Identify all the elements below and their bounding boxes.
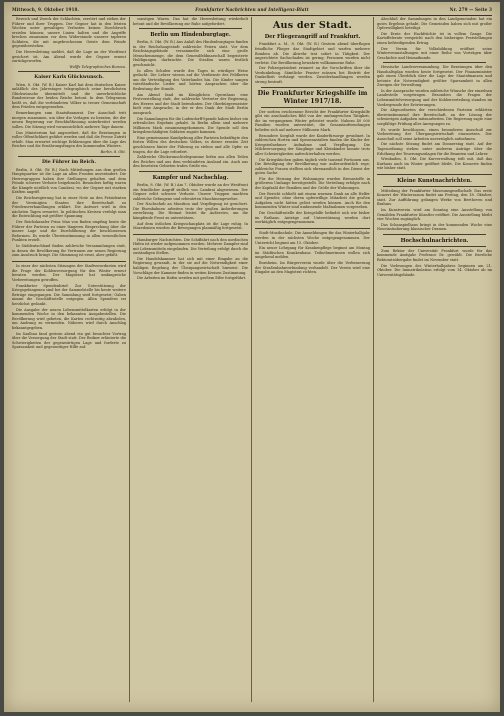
article-paragraph: Stadt-Musikschule. Die Anmeldungen für das Winterhalbjahr werden in der nächsten Woche entgegengenommen. Der Unterricht beginnt am 15. Oktober. [255,231,370,245]
article-paragraph: Die Reichsregierung hat in einer Note an den Präsidenten der Vereinigten Staaten ihre Bereitschaft zu Friedensverhandlungen erklärt. Die Antwort wird in den nächsten Tagen erwartet. In politischen Kreisen verfolgt man die Entwicklung mit größter Spannung. [12,196,126,219]
article-paragraph: Die Ausgabe der neuen Lebensmittelkarten erfolgt in der kommenden Woche in den bekannten Ausgabestellen. Die Bevölkerung wird gebeten, die Karten rechtzeitig abzuholen, um Andrang zu vermeiden. Näheres wird durch Anschlag bekanntgegeben. [12,307,126,330]
article-heading: Kaiser Karls Glückwunsch. [34,75,104,81]
article-heading: Die Frankfurter Kriegshilfe im Winter 1917/18. [257,89,368,105]
article-heading: Kampfer und Nachschlag. [152,174,229,181]
article-paragraph: Es wurde beschlossen, einen besonderen Ausschuß zur Vorbereitung der Übergangswirtschaft einzusetzen. Der Ausschuß soll seine Arbeiten unverzüglich aufnehmen. [377,127,492,141]
running-head [12,6,492,16]
article-paragraph: Berlin, 8. Okt. (W. B.) Nach Mitteilungen aus dem großen Hauptquartier ist die Lage an allen Fronten unverändert. Die Heeresgruppen haben ihre Stellungen gehalten und dem Feinde schwere Verluste beigebracht. Besonders heftig waren die Kämpfe nördlich von Cambrai, wo der Gegner mit starken Kräften angriff. [12,167,126,195]
article-paragraph: Die Heeresleitung meldet, daß die Lage an der Westfront gesichert ist. Am Abend wurde der Gegner erneut zurückgeworfen. [12,50,126,64]
newspaper-title: Frankfurter Nachrichten und Intelligenz-Blatt [195,7,309,12]
article-heading: Hochschulnachrichten. [400,237,469,244]
article-paragraph: Berlin, 8. Okt. (W. B.) Am 7. Oktober wurde an der Westfront ein feindlicher Angriff südlich von Cambrai abgewiesen. Der Gegner erlitt schwere Verluste. Unsere Truppen machten zahlreiche Gefangene und erbeuteten Maschinengewehre. [133,182,248,201]
article-paragraph: Besondere Sorgfalt wurde der Kinderfürsorge gewidmet. In zahlreichen Horten und Speiseanstalten fanden die Kinder der Kriegsteilnehmer Aufnahme und Verpflegung. Die Milchversorgung der Säuglinge und Kleinkinder konnte trotz aller Schwierigkeiten aufrechterhalten werden. [255,133,370,156]
issue-date: Mittwoch, 9. Oktober 1918. [12,7,80,12]
article-paragraph: Der Verein für Volksbildung eröffnet seine Winterveranstaltungen mit einer Reihe von Vorträgen über Geschichte und Heimatkunde. [377,46,492,60]
column-rule [373,17,374,702]
article-paragraph: Zum Rektor der Universität Frankfurt wurde für das kommende Amtsjahr Professor Dr. gewählt. Die feierliche Rektoratsübergabe findet im November statt. [377,248,492,262]
article-paragraph: Für die Heizung der Wohnungen wurden Brennstoffe in größerem Umfange bereitgestellt. Die Verteilung erfolgte nach der Kopfzahl der Familien und der Größe der Wohnungen. [255,176,370,191]
column-4 [377,17,492,704]
article-paragraph: In Süddeutschland finden zahlreiche Versammlungen statt, in denen die Bevölkerung ihr Vertrauen zur neuen Regierung zum Ausdruck bringt. Die Stimmung ist ernst, aber gefaßt. [12,244,126,258]
article-paragraph: Der Bericht schließt mit einem warmen Dank an alle Helfer und Spender, ohne deren opferwillige Mitarbeit die großen Aufgaben nicht hätten gelöst werden können. Auch für den kommenden Winter sind umfassende Maßnahmen vorgesehen. [255,191,370,210]
article-paragraph: Mitteilung der Frankfurter Museumsgesellschaft: Das erste Konzert der Wintersaison findet am Freitag, den 18. Oktober, statt. Zur Aufführung gelangen Werke von Beethoven und Brahms. [377,188,492,207]
article-heading: Die Führer im Reich. [42,160,96,166]
article-paragraph: Hamburger Nachrichten. Die Schiffahrt nach den nordischen Häfen ist wieder aufgenommen worden. Mehrere Dampfer sind mit Lebensmitteln eingelaufen. Die Verteilung erfolgt durch die zuständigen Stellen. [133,237,248,256]
page-number: Nr. 279 — Seite 3 [449,7,492,12]
article-paragraph: sonstigen Waren. Das hat die Heeresleitung wiederholt betont und die Bevölkerung zur Ruhe aufgefordert. [133,17,248,26]
article-paragraph: Am Abend fand im Königlichen Opernhaus eine Festvorstellung statt, der zahlreiche Vertreter der Regierung, des Heeres und der Stadt beiwohnten. Der Oberbürgermeister hielt eine Ansprache, in der er den Dank der Stadt Berlin aussprach. [133,92,248,115]
article-paragraph: In der Aussprache wurden zahlreiche Wünsche der einzelnen Landesteile vorgetragen. Besonders die Fragen der Lebensmittelversorgung und der Kohlenverteilung standen im Vordergrunde der Erörterungen. [377,88,492,107]
article-paragraph: Hessische Landesversammlung. Die Beratungen über den Haushaltsplan wurden heute fortgesetzt. Der Finanzminister gab einen Überblick über die Lage der Staatsfinanzen und betonte die Notwendigkeit größter Sparsamkeit in allen Zweigen der Verwaltung. [377,64,492,88]
column-1 [12,17,126,704]
article-paragraph: Die Arbeiten im Hafen werden mit großem Eifer fortgeführt. [137,276,247,281]
article-paragraph: Im Saalbau fand gestern abend ein gut besuchter Vortrag über die Versorgung der Stadt statt. Der Redner erläuterte die Schwierigkeiten der gegenwärtigen Lage und forderte zu Sparsamkeit und gegenseitiger Hilfe auf. [12,331,126,350]
article-paragraph: Frankfurt a. M., 8. Okt. (W. B.) Gestern abend überflogen feindliche Flieger das Stadtgebiet und warfen mehrere Bomben ab. Die Abwehr trat sofort in Tätigkeit. Der angerichtete Sachschaden ist gering; Personen wurden nicht verletzt. Die Bevölkerung bewahrte vollkommene Ruhe. [255,42,370,65]
article-paragraph: Wiesbaden, 8. Okt. Die Kurverwaltung teilt mit, daß das Kurhaus auch im Winter geöffnet bleibt. Die Konzerte finden wie bisher statt. [377,157,492,171]
article-paragraph: Die Sammlungen für die Ludendorff-Spende haben bisher ein erfreuliches Ergebnis gehabt. In Berlin allein sind mehrere Millionen Mark zusammengekommen. Die Spende soll den kriegsbeschädigten Soldaten zugute kommen. [133,116,248,135]
article-paragraph: Abschluß der Sammlungen in den Landgemeinden hat ein gutes Ergebnis gehabt. Die Gemeinden haben sich mit großer Opferwilligkeit beteiligt. [377,17,492,31]
article-paragraph: Das Ministerium hat angeordnet, daß die Beratungen in voller Öffentlichkeit geführt werden und daß die Presse Zutritt erhält. Man erwartet wichtige Erklärungen über die Lage des Reiches und die Ernährungsfragen des kommenden Winters. [12,130,126,149]
article-paragraph: Der Reichskanzler Prinz Max von Baden empfing heute die Führer der Parteien zu einer längeren Besprechung über die innere Lage und die Durchführung der beschlossenen Reformen. Es wurde Übereinstimmung in allen wesentlichen Punkten erzielt. [12,220,126,243]
article-paragraph: Die Ernte der Hackfrüchte ist in vollem Gange. Die Kartoffelernte verspricht nach den bisherigen Feststellungen einen befriedigenden Ertrag. [377,31,492,45]
column-rule [251,17,252,702]
article-heading: Kleine Kunstnachrichten. [397,177,472,184]
article-paragraph: Zahlreiche Glückwunschtelegramme liefen aus allen Teilen des Reiches und aus dem verbündeten Ausland ein. Auch aus den besetzten Gebieten trafen Grüße ein. [133,155,248,169]
newspaper-page [4,2,500,712]
article-paragraph: Bornheim. Im Bürgerverein wurde über die Verbesserung der Straßenbahnverbindung verhandelt. Der Verein wird eine Eingabe an den Magistrat richten. [255,261,370,275]
article-paragraph: Die Kriegsküchen gaben täglich viele tausend Portionen aus. Die Beteiligung der Bevölkerung war außerordentlich rege; zahlreiche Frauen stellten sich ehrenamtlich in den Dienst der guten Sache. [255,157,370,176]
article-paragraph: Auf dem östlichen Kriegsschauplatz ist die Lage ruhig. In Mazedonien wurden die Bewegungen planmäßig fortgesetzt. [133,221,248,231]
article-paragraph: In allen Schulen wurde des Tages in würdiger Weise gedacht. Die Lehrer wiesen auf die Verdienste des Feldherrn um die Verteidigung des Vaterlandes hin. Die Kinder sangen vaterländische Lieder und hörten Ansprachen über die Bedeutung der Stunde. [133,68,248,91]
article-paragraph: Eine gemeinsame Kundgebung aller Parteien bekräftigte den festen Willen des deutschen Volkes, in dieser ernsten Zeit geschlossen hinter der Führung zu stehen und alle Opfer zu tragen, die die Lage erfordert. [133,135,248,154]
article-paragraph: In einer der nächsten Sitzungen der Stadtverordneten wird die Frage der Kohlenversorgung für den Winter erneut beraten werden. Der Magistrat hat umfangreiche Vorbereitungen getroffen. [12,264,126,282]
section-heading: Aus der Stadt. [272,20,353,31]
article-paragraph: Bereich und Zweck der Schlachten, zerstört und ziehen der Führer und ihrer Truppen. Der Gegner hat in den letzten Wochen unter gewaltigen Verlusten keinen Durchbruch erzielen können; unsere Linien halten und die Angriffe brechen zusammen vor dem Widerstande unserer tapferen Soldaten, die mit ungebrochenem Geiste dem Feinde gegenüberstehen. [12,17,126,49]
column-rule [129,17,130,702]
article-paragraph: Die Abgeordneten der verschiedenen Parteien erklärten übereinstimmend ihre Bereitschaft, an der Lösung der schwierigen Aufgaben mitzuarbeiten. Die Regierung sagte eine sorgfältige Prüfung aller Anregungen zu. [377,108,492,126]
article-paragraph: Berlin, 8. Okt. (W. B.) Aus Anlaß des Hindenburgtages fanden in der Reichshauptstadt zahlreiche Feiern statt. Vor dem Reichstagsgebäude versammelte sich eine große Menschenmenge, die dem Generalfeldmarschall begeisterte Huldigungen darbrachte. Die Straßen waren festlich geschmückt. [133,40,248,67]
article-heading: Berlin um Hindenburgtage. [150,31,231,38]
article-paragraph: Die Handelskammer hat sich mit einer Eingabe an die Regierung gewandt, in der sie auf die Notwendigkeit einer baldigen Regelung der Übergangswirtschaft hinweist. Die Vorschläge der Kammer finden in weiten Kreisen Zustimmung. [133,256,248,275]
article-signature: Berlin, 8. Okt. [100,149,126,154]
article-paragraph: Die Geschäftsstelle der Kriegshilfe befindet sich wie bisher im Rathaus. Anträge auf Unterstützung werden dort werktäglich entgegengenommen. [255,211,370,225]
article-heading: Der Fliegerangriff auf Frankfurt. [264,34,361,40]
article-paragraph: Frankfurter Spendenbrief. Zur Unterstützung der Kriegsgefangenen sind bei der Sammelstelle bis heute weitere Beträge eingegangen. Die Sammlung wird fortgesetzt; Gaben nimmt die Geschäftsstelle entgegen. Allen Spendern sei herzlichst gedankt. [12,283,126,306]
article-paragraph: Der Nachschub an Munition und Verpflegung ist gesichert. Die Eisenbahnen arbeiten trotz der großen Anforderungen zuverlässig. Die Heimat leistet ihr Äußerstes, um die kämpfende Front zu unterstützen. [133,202,248,220]
article-paragraph: Der soeben erschienene Bericht der Frankfurter Kriegshilfe gibt ein anschauliches Bild von der umfangreichen Tätigkeit, die im vergangenen Winter geleistet wurde. Nahezu 40 000 Familien wurden unterstützt; die Gesamtaufwendungen beliefen sich auf mehrere Millionen Mark. [255,109,370,132]
article-paragraph: Die Vorlesungen des Winterhalbjahres beginnen am 21. Oktober. Die Immatrikulation erfolgt vom 14. Oktober ab im Universitätsgebäude. [377,263,492,277]
column-3 [255,17,370,704]
article-paragraph: Ein neuer Lehrgang für Krankenpflege beginnt am Montag im Städtischen Krankenhaus. Teilnehmerinnen wollen sich umgehend melden. [255,246,370,260]
article-paragraph: Der Polizeipräsident erinnert an die Vorschriften über die Verdunkelung. Sämtliche Fenster müssen bei Eintritt der Dunkelheit verhängt werden. Zuwiderhandlungen werden streng bestraft. [255,66,370,84]
article-paragraph: Im Kunstverein wird am Sonntag eine Ausstellung von Gemälden Frankfurter Künstler eröffnet. Die Ausstellung bleibt vier Wochen zugänglich. [377,208,492,222]
column-2 [133,17,248,704]
article-paragraph: Bemerkungen zum Staatsfinanzrat. Der Ausschuß tritt morgen zusammen, um über die Vorlagen zu beraten, die der neuen Regierung zur Beschlußfassung unterbreitet werden sollen. Die Sitzung wird voraussichtlich mehrere Tage dauern. [12,111,126,129]
article-paragraph: Wien, 8. Okt. (W. B.) Kaiser Karl hat dem deutschen Kaiser anläßlich des Jahrestages telegraphisch seine herzlichsten Glückwünsche übermittelt und die unverbrüchliche Bundestreue der beiden Reiche betont. In dem Telegramm heißt es, daß die verbündeten Völker in treuer Gemeinschaft dem Frieden entgegensehen. [12,82,126,110]
article-paragraph: Das Schauspielhaus bringt in der kommenden Woche eine Neueinstudierung klassischer Dramen. [377,222,492,232]
article-paragraph: Die nächste Sitzung findet am Donnerstag statt. Auf der Tagesordnung stehen unter anderem Anträge über die Erhöhung der Teuerungszulagen für die Beamten und Lehrer. [377,142,492,156]
article-signature: Wolffs Telegraphisches Bureau. [69,64,126,69]
